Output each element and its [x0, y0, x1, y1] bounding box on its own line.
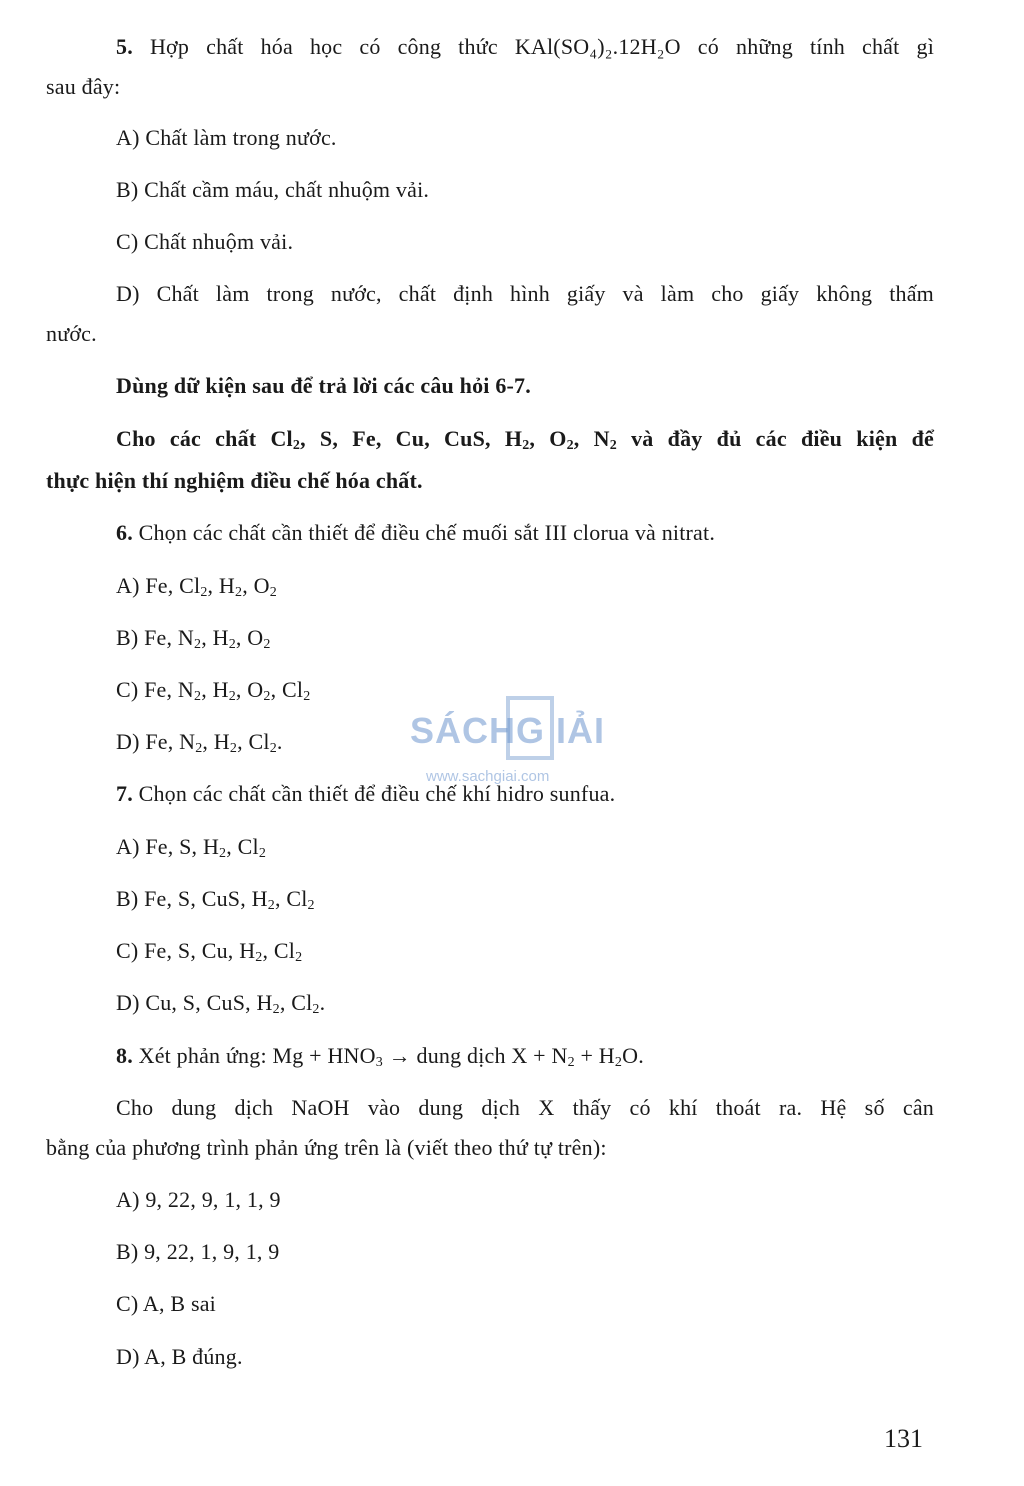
watermark-text-left: SÁCH — [410, 710, 517, 751]
q8-option-c: C) A, B sai — [116, 1291, 216, 1316]
q8-stem-text: Xét phản ứng: Mg + HNO — [138, 1043, 376, 1068]
subscript: 2 — [229, 741, 238, 756]
q8-option-b: B) 9, 22, 1, 9, 1, 9 — [116, 1239, 280, 1264]
q5-option-a: A) Chất làm trong nước. — [116, 125, 337, 150]
option-text: , H — [202, 729, 230, 754]
q5-number: 5. — [116, 34, 133, 59]
subscript: 2 — [312, 1002, 320, 1017]
subscript: 2 — [263, 689, 271, 704]
watermark-logo-letter: G — [516, 710, 545, 751]
subscript: 2 — [267, 898, 275, 913]
option-text: B) Fe, N — [116, 625, 194, 650]
context-text: , O — [529, 426, 567, 451]
sachgiai-watermark — [408, 694, 628, 794]
context-line2: thực hiện thí nghiệm điều chế hóa chất. — [46, 468, 423, 493]
option-text: B) Fe, S, CuS, H — [116, 886, 268, 911]
context-text: và đầy đủ các điều kiện để — [616, 426, 934, 451]
q7-option-c — [116, 936, 302, 966]
option-text: , O — [242, 573, 270, 598]
subscript: 2 — [567, 1055, 575, 1070]
option-text: , Cl — [262, 938, 296, 963]
option-text: , Cl — [237, 729, 270, 754]
subscript: 2 — [303, 689, 311, 704]
q6-option-b — [116, 623, 271, 653]
subscript: 2 — [219, 846, 227, 861]
context-text: , N — [573, 426, 610, 451]
option-text: D) Fe, N — [116, 729, 196, 754]
q7-option-a — [116, 832, 266, 862]
q8-para-line2: bằng của phương trình phản ứng trên là (viết theo thứ tự trên): — [46, 1135, 607, 1160]
subscript: 2 — [295, 950, 303, 965]
q5-option-d-line2: nước. — [46, 321, 97, 346]
subscript: 3 — [375, 1055, 383, 1070]
q6-option-c — [116, 675, 310, 705]
option-text: . — [276, 729, 283, 754]
subscript: 2 — [614, 1055, 623, 1070]
q8-stem — [116, 1041, 644, 1071]
context-line1 — [116, 424, 934, 454]
q6-stem — [116, 518, 715, 548]
option-text: . — [319, 990, 326, 1015]
subscript: 2 — [566, 438, 574, 453]
subscript: 2 — [228, 689, 236, 704]
option-text: , H — [201, 625, 229, 650]
context-text: Cho các chất Cl — [116, 426, 293, 451]
subscript: 2 — [269, 585, 277, 600]
subscript: 2 — [272, 1002, 280, 1017]
q8-para-line1: Cho dung dịch NaOH vào dung dịch X thấy có khí thoát ra. Hệ số cân — [116, 1095, 934, 1120]
subscript: 2 — [228, 637, 236, 652]
subscript: 2 — [307, 898, 315, 913]
q5-stem-line1 — [116, 32, 934, 62]
option-text: , Cl — [279, 990, 313, 1015]
option-text: , H — [207, 573, 236, 598]
q8-option-d: D) A, B đúng. — [116, 1344, 243, 1369]
option-text: , Cl — [270, 677, 304, 702]
watermark-text-right: IẢI — [556, 710, 606, 751]
q5-option-b: B) Chất cầm máu, chất nhuộm vải. — [116, 177, 430, 202]
option-text: C) Fe, S, Cu, H — [116, 938, 256, 963]
q5-stem-text: Hợp chất hóa học có công thức KAl(SO₄)₂.12H₂O có những tính chất gì — [149, 34, 935, 59]
q8-stem-text: O. — [622, 1043, 644, 1068]
option-text: , O — [235, 625, 264, 650]
subscript: 2 — [255, 950, 263, 965]
q8-stem-text: → dung dịch X + N — [382, 1043, 568, 1068]
option-text: , O — [235, 677, 264, 702]
subscript: 2 — [292, 438, 301, 453]
q8-number: 8. — [116, 1043, 133, 1068]
q6-number: 6. — [116, 520, 133, 545]
option-text: D) Cu, S, CuS, H — [116, 990, 273, 1015]
watermark-url: www.sachgiai.com — [426, 768, 550, 785]
q7-option-b — [116, 884, 315, 914]
context-text: , S, Fe, Cu, CuS, H — [300, 426, 523, 451]
q7-option-d — [116, 988, 325, 1018]
q8-option-a: A) 9, 22, 9, 1, 1, 9 — [116, 1187, 281, 1212]
q6-option-a — [116, 571, 277, 601]
subscript: 2 — [522, 438, 530, 453]
q6-stem-text: Chọn các chất cần thiết để điều chế muối sắt III clorua và nitrat. — [138, 520, 716, 545]
subscript: 2 — [195, 741, 203, 756]
subscript: 2 — [200, 585, 208, 600]
option-text: A) Fe, Cl — [116, 573, 201, 598]
q8-stem-text: + H — [574, 1043, 615, 1068]
q5-stem-line2: sau đây: — [46, 74, 121, 99]
q5-option-c: C) Chất nhuộm vải. — [116, 229, 294, 254]
subscript: 2 — [235, 585, 243, 600]
subscript: 2 — [194, 689, 202, 704]
q5-option-d-line1: D) Chất làm trong nước, chất định hình giấy và làm cho giấy không thấm — [116, 281, 934, 306]
option-text: , Cl — [226, 834, 259, 859]
option-text: A) Fe, S, H — [116, 834, 220, 859]
option-text: , Cl — [274, 886, 308, 911]
context-intro: Dùng dữ kiện sau để trả lời các câu hỏi 6-7. — [116, 373, 531, 398]
subscript: 2 — [609, 438, 617, 453]
q6-option-d — [116, 727, 283, 757]
subscript: 2 — [194, 637, 202, 652]
subscript: 2 — [269, 741, 277, 756]
subscript: 2 — [258, 846, 267, 861]
page-number: 131 — [884, 1424, 923, 1453]
q7-number: 7. — [116, 781, 133, 806]
q7-stem-text: Chọn các chất cần thiết để điều chế khí hidro sunfua. — [138, 781, 616, 806]
subscript: 2 — [263, 637, 271, 652]
option-text: , H — [201, 677, 229, 702]
option-text: C) Fe, N — [116, 677, 194, 702]
